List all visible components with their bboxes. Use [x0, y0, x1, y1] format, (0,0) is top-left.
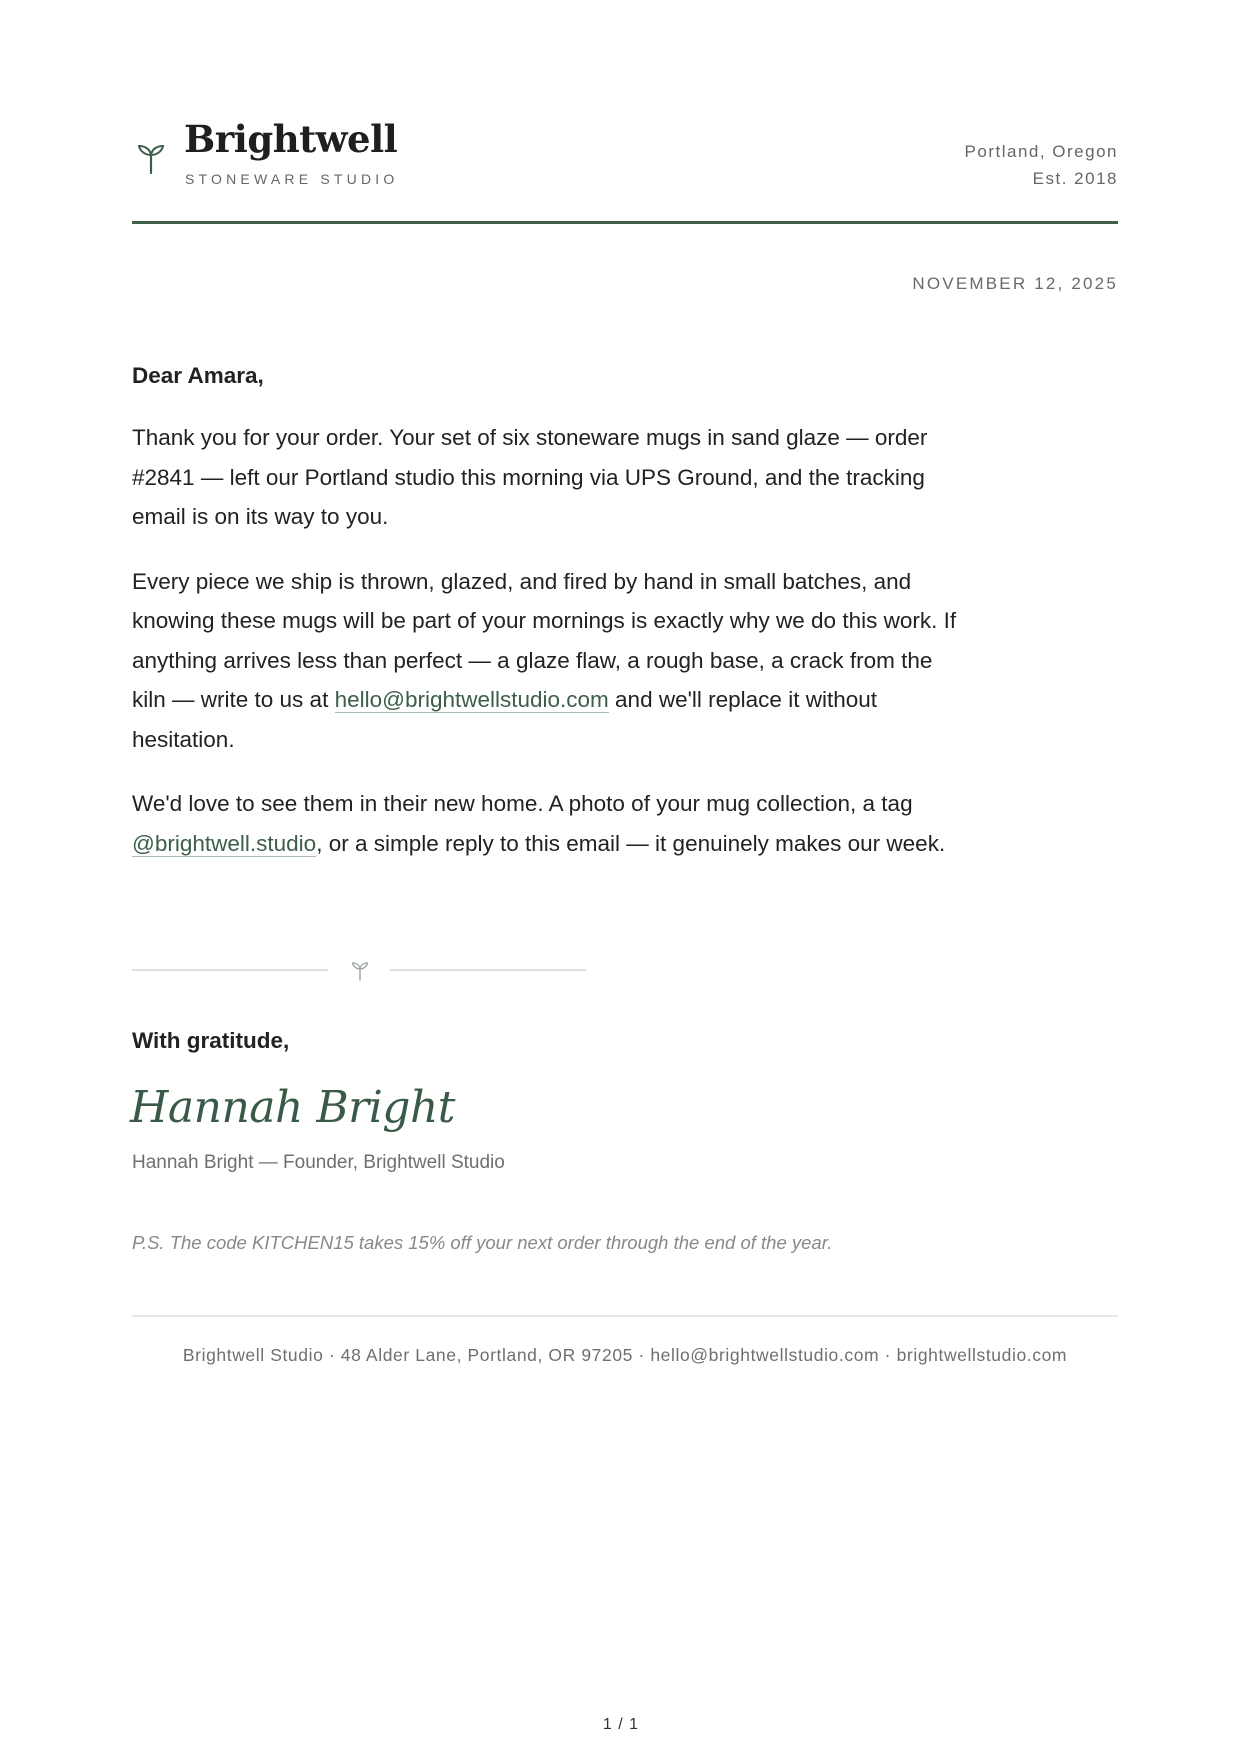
page-number: 1 / 1	[602, 1716, 640, 1733]
paragraph-3-tail: , or a simple reply to this email — it genuinely makes our week.	[316, 830, 946, 856]
signature: Hannah Bright	[130, 1082, 455, 1133]
sprout-icon	[136, 140, 166, 174]
divider-line-left	[132, 969, 328, 971]
email-link[interactable]: hello@brightwellstudio.com	[334, 687, 609, 712]
paragraph-3	[132, 784, 962, 863]
footer-contact: Brightwell Studio · 48 Alder Lane, Portland, OR 97205 · hello@brightwellstudio.com · brightwellstudio.com	[182, 1345, 1068, 1365]
letterhead	[132, 116, 1118, 224]
header-rule	[132, 221, 1118, 224]
postscript: P.S. The code KITCHEN15 takes 15% off your next order through the end of the year.	[132, 1232, 833, 1253]
divider-line-right	[390, 969, 586, 971]
brand-tagline: STONEWARE STUDIO	[185, 171, 399, 187]
greeting: Dear Amara,	[132, 363, 264, 388]
sprout-icon	[350, 958, 370, 982]
letter-date: NOVEMBER 12, 2025	[912, 274, 1118, 293]
paragraph-2	[132, 562, 962, 760]
brand-name: Brightwell	[184, 117, 398, 161]
studio-location: Portland, Oregon	[964, 142, 1118, 161]
section-divider	[132, 958, 586, 982]
studio-location-block	[965, 138, 1118, 192]
studio-established: Est. 2018	[1032, 169, 1118, 188]
paragraph-2-tail: and we'll replace it without hesitation.	[132, 687, 877, 752]
closing: With gratitude,	[132, 1028, 290, 1053]
letter-body	[132, 356, 962, 888]
paragraph-2-text: Every piece we ship is thrown, glazed, and fired by hand in small batches, and knowing these mugs will be part of your mornings is exactly why we do this work. If anything arrives less than perfect — a glaze flaw, a rough base, a crack from the kiln — write to us at	[132, 568, 957, 712]
paragraph-3-text: We'd love to see them in their new home. A photo of your mug collection, a tag	[132, 791, 913, 816]
instagram-link[interactable]: @brightwell.studio	[132, 830, 317, 856]
signer-title: Hannah Bright — Founder, Brightwell Studio	[132, 1152, 505, 1173]
footer-rule	[132, 1315, 1118, 1317]
paragraph-1: Thank you for your order. Your set of six stoneware mugs in sand glaze — order #2841 — left our Portland studio this morning via UPS Ground, and the tracking email is on its way to you.	[132, 425, 928, 529]
